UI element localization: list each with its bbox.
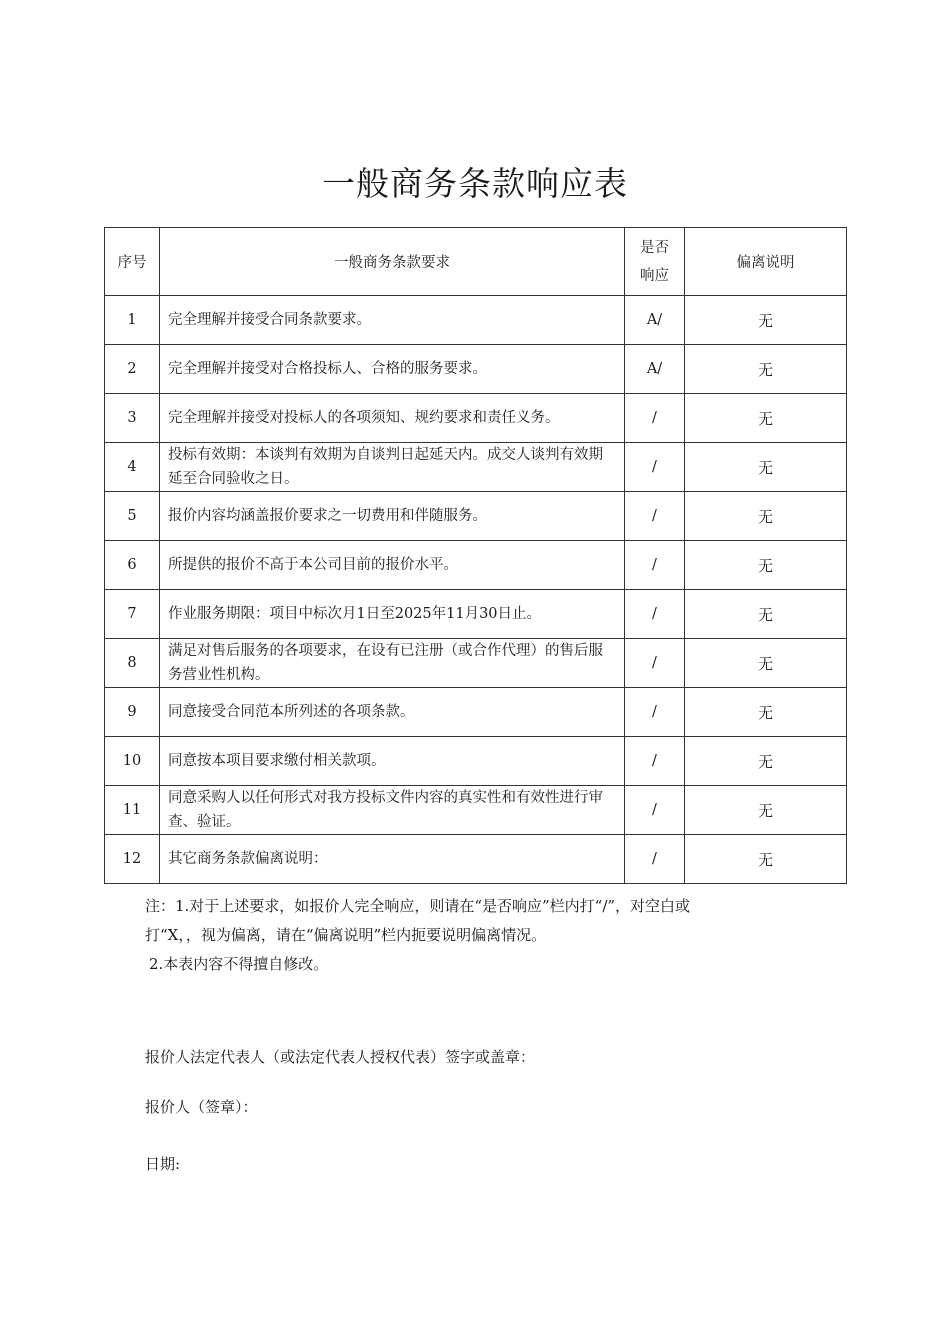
header-no: 序号: [105, 228, 160, 296]
row-response: /: [625, 443, 685, 492]
date-label: 日期:: [145, 1155, 181, 1173]
row-deviation: 无: [685, 835, 847, 884]
row-deviation: 无: [685, 590, 847, 639]
row-number: 5: [105, 492, 160, 541]
row-response: /: [625, 639, 685, 688]
row-number: 8: [105, 639, 160, 688]
row-requirement: 所提供的报价不高于本公司目前的报价水平。: [160, 541, 625, 590]
row-requirement: 投标有效期：本谈判有效期为自谈判日起延天内。成交人谈判有效期延至合同验收之日。: [160, 443, 625, 492]
table-row: [105, 639, 847, 688]
row-deviation: 无: [685, 737, 847, 786]
row-response: A/: [625, 345, 685, 394]
table-row: [105, 590, 847, 639]
row-number: 11: [105, 786, 160, 835]
table-row: [105, 443, 847, 492]
row-number: 3: [105, 394, 160, 443]
table-row: [105, 394, 847, 443]
row-response: A/: [625, 296, 685, 345]
row-requirement: 同意按本项目要求缴付相关款项。: [160, 737, 625, 786]
note-line-2: 打“X，，视为偏离，请在“偏离说明”栏内扼要说明偏离情况。: [145, 926, 547, 944]
row-requirement: 完全理解并接受合同条款要求。: [160, 296, 625, 345]
row-number: 9: [105, 688, 160, 737]
row-requirement: 同意采购人以任何形式对我方投标文件内容的真实性和有效性进行审查、验证。: [160, 786, 625, 835]
table-row: [105, 737, 847, 786]
table-row: [105, 786, 847, 835]
row-deviation: 无: [685, 394, 847, 443]
row-deviation: 无: [685, 345, 847, 394]
note-line-3: 2.本表内容不得擅自修改。: [149, 955, 329, 973]
page-title: 一般商务条款响应表: [322, 164, 628, 204]
row-requirement: 同意接受合同范本所列述的各项条款。: [160, 688, 625, 737]
header-response-line1: 是否: [640, 239, 669, 256]
row-number: 6: [105, 541, 160, 590]
row-deviation: 无: [685, 541, 847, 590]
header-response-line2: 响应: [640, 267, 669, 284]
row-requirement: 报价内容均涵盖报价要求之一切费用和伴随服务。: [160, 492, 625, 541]
row-number: 2: [105, 345, 160, 394]
row-requirement: 其它商务条款偏离说明：: [160, 835, 625, 884]
row-deviation: 无: [685, 688, 847, 737]
row-response: /: [625, 737, 685, 786]
table-row: [105, 492, 847, 541]
table-row: [105, 835, 847, 884]
table-row: [105, 541, 847, 590]
row-response: /: [625, 835, 685, 884]
row-requirement: 完全理解并接受对合格投标人、合格的服务要求。: [160, 345, 625, 394]
header-requirement: 一般商务条款要求: [160, 228, 625, 296]
notes-section: [145, 892, 825, 979]
row-deviation: 无: [685, 786, 847, 835]
row-requirement: 完全理解并接受对投标人的各项须知、规约要求和责任义务。: [160, 394, 625, 443]
row-deviation: 无: [685, 443, 847, 492]
note-line-1: 注：1.对于上述要求，如报价人完全响应，则请在“是否响应”栏内打“/”，对空白或: [145, 897, 691, 915]
row-number: 4: [105, 443, 160, 492]
row-deviation: 无: [685, 296, 847, 345]
representative-signature-label: 报价人法定代表人（或法定代表人授权代表）签字或盖章：: [145, 1048, 536, 1066]
table-header-row: [105, 228, 847, 296]
row-number: 12: [105, 835, 160, 884]
row-number: 7: [105, 590, 160, 639]
row-number: 1: [105, 296, 160, 345]
response-table: [104, 227, 847, 884]
row-response: /: [625, 394, 685, 443]
row-requirement: 作业服务期限：项目中标次月1日至2025年11月30日止。: [160, 590, 625, 639]
table-row: [105, 345, 847, 394]
header-response: [625, 228, 685, 296]
table-row: [105, 296, 847, 345]
table-row: [105, 688, 847, 737]
row-number: 10: [105, 737, 160, 786]
header-deviation: 偏离说明: [685, 228, 847, 296]
row-response: /: [625, 492, 685, 541]
row-requirement: 满足对售后服务的各项要求，在设有已注册（或合作代理）的售后服务营业性机构。: [160, 639, 625, 688]
row-deviation: 无: [685, 639, 847, 688]
row-response: /: [625, 541, 685, 590]
row-response: /: [625, 786, 685, 835]
bidder-seal-label: 报价人（签章）：: [145, 1098, 258, 1116]
row-deviation: 无: [685, 492, 847, 541]
row-response: /: [625, 590, 685, 639]
row-response: /: [625, 688, 685, 737]
